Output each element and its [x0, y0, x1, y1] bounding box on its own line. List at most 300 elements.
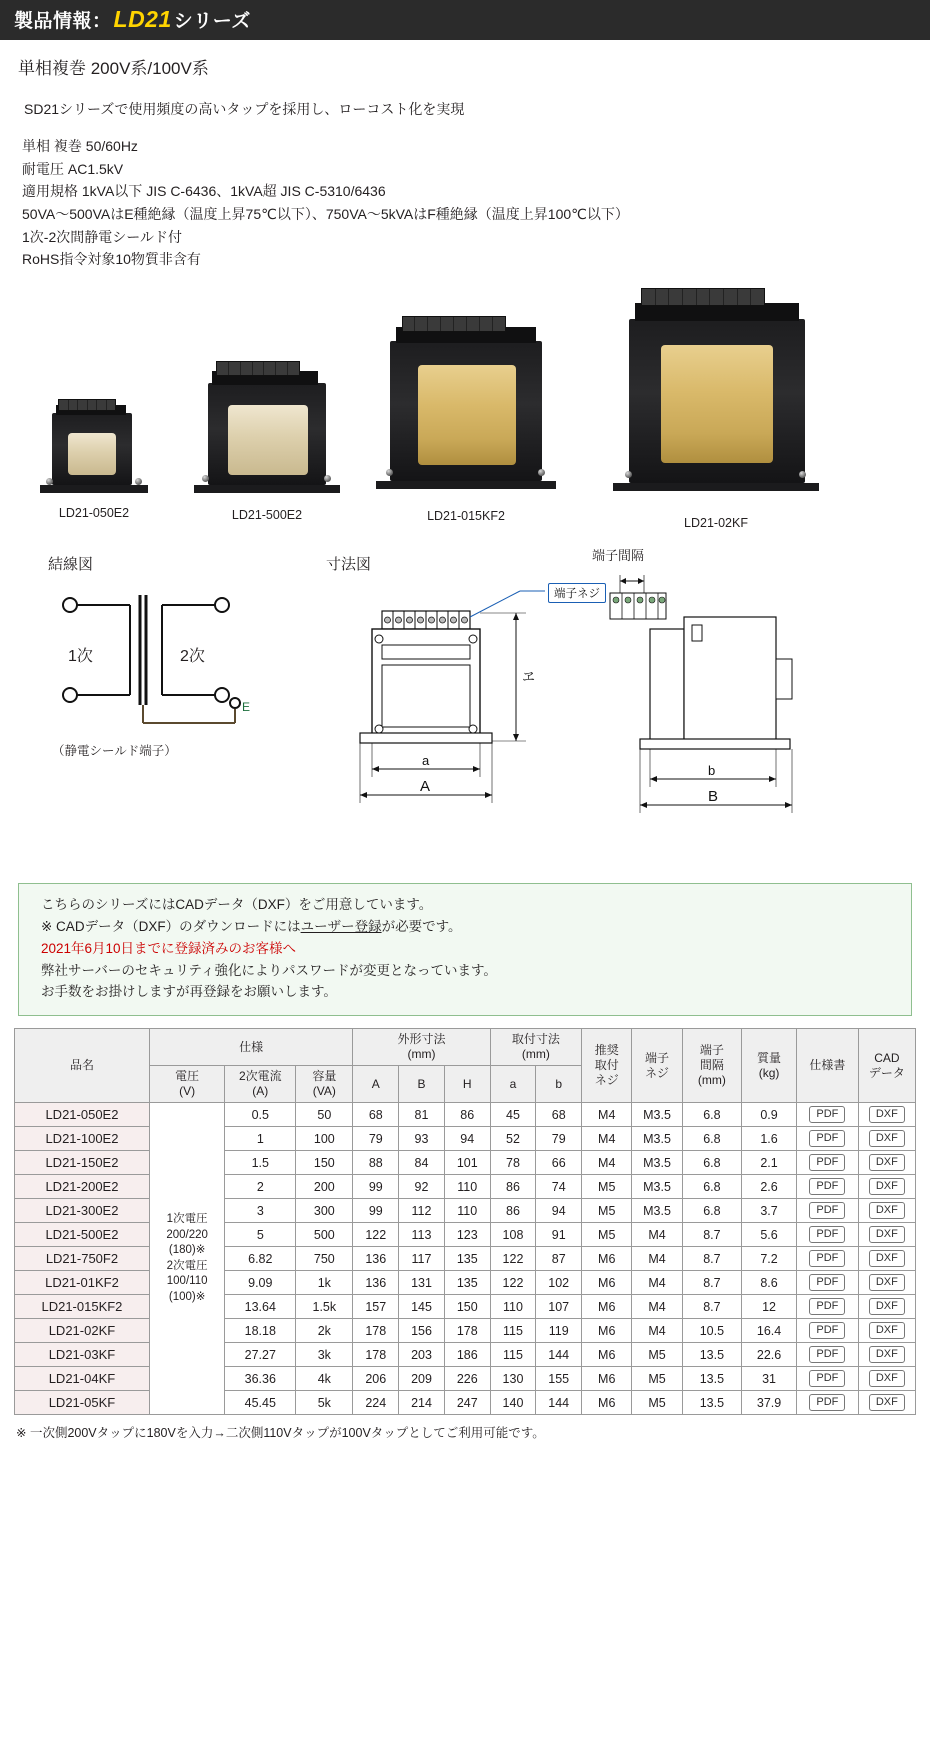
svg-text:a: a	[422, 753, 430, 769]
cell-a: 79	[353, 1127, 399, 1151]
dxf-button[interactable]: DXF	[869, 1226, 905, 1243]
cell-h: 247	[444, 1391, 490, 1415]
table-header-row-1	[15, 1029, 916, 1066]
product-photo-02kf	[596, 285, 836, 530]
spec-table-wrapper	[14, 1028, 916, 1415]
pdf-button[interactable]: PDF	[809, 1250, 845, 1267]
cell-mb: 102	[536, 1271, 582, 1295]
diagram-section	[0, 545, 930, 875]
pdf-button[interactable]: PDF	[809, 1130, 845, 1147]
spec-item: 適用規格 1kVA以下 JIS C-6436、1kVA超 JIS C-5310/6436	[22, 183, 386, 200]
cell-pitch: 6.8	[682, 1151, 741, 1175]
cell-term-screw: M5	[632, 1367, 682, 1391]
cell-rec-screw: M6	[582, 1367, 632, 1391]
cell-a: 224	[353, 1391, 399, 1415]
cell-ma: 122	[490, 1247, 536, 1271]
cell-ma: 78	[490, 1151, 536, 1175]
dxf-button[interactable]: DXF	[869, 1106, 905, 1123]
th-cad-l1: CAD	[874, 1050, 900, 1065]
dxf-button[interactable]: DXF	[869, 1274, 905, 1291]
product-caption: LD21-015KF2	[427, 509, 505, 524]
cell-capacity: 100	[296, 1127, 353, 1151]
cell-b: 214	[399, 1391, 445, 1415]
cell-cad	[858, 1391, 915, 1415]
cell-capacity: 5k	[296, 1391, 353, 1415]
cell-rec-screw: M4	[582, 1151, 632, 1175]
cell-cad	[858, 1103, 915, 1127]
screw	[386, 469, 393, 476]
pdf-button[interactable]: PDF	[809, 1322, 845, 1339]
cell-model: LD21-100E2	[15, 1127, 150, 1151]
pdf-button[interactable]: PDF	[809, 1178, 845, 1195]
cell-datasheet	[797, 1367, 859, 1391]
th-outer-group	[353, 1029, 490, 1066]
cell-rec-screw: M5	[582, 1223, 632, 1247]
cell-mb: 119	[536, 1319, 582, 1343]
voltage-line: (180)※	[168, 1244, 206, 1257]
svg-text:1次: 1次	[68, 648, 93, 666]
cell-capacity: 3k	[296, 1343, 353, 1367]
cad-notice-line2-pre: ※ CADデータ（DXF）のダウンロードには	[41, 918, 301, 934]
cell-model: LD21-015KF2	[15, 1295, 150, 1319]
cell-pitch: 13.5	[682, 1343, 741, 1367]
cell-b: 113	[399, 1223, 445, 1247]
cell-weight: 1.6	[742, 1127, 797, 1151]
svg-text:E: E	[242, 700, 251, 715]
table-row	[15, 1103, 916, 1127]
cell-pitch: 6.8	[682, 1103, 741, 1127]
voltage-line: 2次電圧	[166, 1259, 208, 1272]
wiring-diagram	[30, 583, 280, 783]
mounting-foot	[613, 483, 819, 491]
cell-term-screw: M4	[632, 1247, 682, 1271]
th-rec-screw-l3: ネジ	[594, 1073, 619, 1088]
dxf-button[interactable]: DXF	[869, 1178, 905, 1195]
cell-rec-screw: M6	[582, 1319, 632, 1343]
dxf-button[interactable]: DXF	[869, 1130, 905, 1147]
cell-ma: 130	[490, 1367, 536, 1391]
dxf-button[interactable]: DXF	[869, 1250, 905, 1267]
cell-capacity: 150	[296, 1151, 353, 1175]
cell-voltage	[149, 1103, 224, 1415]
cell-sec-current: 1	[225, 1127, 296, 1151]
cell-capacity: 4k	[296, 1367, 353, 1391]
cell-ma: 110	[490, 1295, 536, 1319]
terminal-pitch-label: 端子間隔	[592, 548, 645, 564]
cell-rec-screw: M6	[582, 1391, 632, 1415]
svg-text:（静電シールド端子）: （静電シールド端子）	[52, 744, 177, 759]
cell-model: LD21-01KF2	[15, 1271, 150, 1295]
cell-mb: 91	[536, 1223, 582, 1247]
cell-b: 84	[399, 1151, 445, 1175]
product-image	[38, 395, 150, 500]
cell-h: 86	[444, 1103, 490, 1127]
cell-cad	[858, 1367, 915, 1391]
cell-ma: 140	[490, 1391, 536, 1415]
cell-weight: 31	[742, 1367, 797, 1391]
cell-term-screw: M3.5	[632, 1103, 682, 1127]
cell-datasheet	[797, 1343, 859, 1367]
spec-item: 50VA〜500VAはE種絶縁（温度上昇75℃以下）、750VA〜5kVAはF種絶縁（温度上昇100℃以下）	[22, 206, 629, 223]
cell-sec-current: 0.5	[225, 1103, 296, 1127]
cell-model: LD21-200E2	[15, 1175, 150, 1199]
mounting-foot	[376, 481, 556, 489]
cell-sec-current: 2	[225, 1175, 296, 1199]
cell-capacity: 1.5k	[296, 1295, 353, 1319]
cell-sec-current: 27.27	[225, 1343, 296, 1367]
th-weight	[742, 1029, 797, 1103]
svg-text:ヱ: ヱ	[522, 669, 536, 685]
product-caption: LD21-050E2	[58, 506, 130, 521]
cell-mb: 79	[536, 1127, 582, 1151]
product-caption: LD21-500E2	[231, 508, 303, 523]
th-sec-current-l2: (A)	[252, 1084, 269, 1099]
cell-ma: 45	[490, 1103, 536, 1127]
product-photo-015kf2	[366, 313, 566, 523]
th-sec-current	[225, 1066, 296, 1103]
cell-pitch: 13.5	[682, 1391, 741, 1415]
cell-mb: 155	[536, 1367, 582, 1391]
th-mount-group	[490, 1029, 581, 1066]
svg-text:b: b	[708, 763, 716, 779]
th-mount-l2: (mm)	[521, 1047, 550, 1062]
cell-model: LD21-050E2	[15, 1103, 150, 1127]
terminal-screw-callout: 端子ネジ	[548, 583, 606, 603]
cell-a: 88	[353, 1151, 399, 1175]
cell-model: LD21-300E2	[15, 1199, 150, 1223]
voltage-line: 100/110	[166, 1275, 208, 1288]
cell-h: 135	[444, 1247, 490, 1271]
cell-cad	[858, 1151, 915, 1175]
cell-ma: 115	[490, 1319, 536, 1343]
page-subtitle: 単相複巻 200V系/100V系	[18, 59, 209, 78]
cell-rec-screw: M6	[582, 1295, 632, 1319]
dimension-side-view	[620, 607, 870, 857]
cell-cad	[858, 1223, 915, 1247]
screw	[202, 475, 209, 482]
cell-capacity: 750	[296, 1247, 353, 1271]
cell-sec-current: 9.09	[225, 1271, 296, 1295]
th-capacity-l2: (VA)	[312, 1084, 336, 1099]
pdf-button[interactable]: PDF	[809, 1298, 845, 1315]
cell-h: 110	[444, 1199, 490, 1223]
th-pitch-l1: 端子	[699, 1043, 724, 1058]
dxf-button[interactable]: DXF	[869, 1298, 905, 1315]
cell-datasheet	[797, 1199, 859, 1223]
cell-b: 131	[399, 1271, 445, 1295]
th-term-screw-l1: 端子	[645, 1050, 670, 1065]
cell-model: LD21-02KF	[15, 1319, 150, 1343]
cell-datasheet	[797, 1271, 859, 1295]
page-title-series: LD21	[113, 6, 172, 32]
cell-mb: 87	[536, 1247, 582, 1271]
cell-model: LD21-750F2	[15, 1247, 150, 1271]
cell-h: 123	[444, 1223, 490, 1247]
cell-weight: 7.2	[742, 1247, 797, 1271]
th-term-screw	[632, 1029, 682, 1103]
cell-cad	[858, 1271, 915, 1295]
cell-model: LD21-04KF	[15, 1367, 150, 1391]
terminal-block	[402, 316, 506, 332]
pdf-button[interactable]: PDF	[809, 1106, 845, 1123]
th-cad-l2: データ	[868, 1065, 905, 1080]
cell-weight: 2.1	[742, 1151, 797, 1175]
cell-model: LD21-150E2	[15, 1151, 150, 1175]
cell-rec-screw: M5	[582, 1175, 632, 1199]
cad-notice-warning: 2021年6月10日までに登録済みのお客様へ	[41, 940, 297, 956]
cell-capacity: 500	[296, 1223, 353, 1247]
coil	[228, 405, 308, 475]
cell-h: 150	[444, 1295, 490, 1319]
page-title-bar	[0, 0, 930, 40]
screw	[46, 478, 53, 485]
footer-note: ※ 一次側200Vタップに180Vを入力→二次側110Vタップが100Vタップとしてご利用可能です。	[16, 1426, 545, 1441]
th-spec-group: 仕様	[149, 1029, 353, 1066]
svg-text:B: B	[708, 788, 719, 806]
cell-model: LD21-500E2	[15, 1223, 150, 1247]
cad-notice-box	[18, 883, 912, 1016]
cell-cad	[858, 1295, 915, 1319]
spec-table	[14, 1028, 916, 1415]
th-ma: a	[490, 1066, 536, 1103]
cell-term-screw: M4	[632, 1319, 682, 1343]
th-outer-l1: 外形寸法	[397, 1032, 446, 1047]
cell-weight: 8.6	[742, 1271, 797, 1295]
cell-a: 157	[353, 1295, 399, 1319]
pdf-button[interactable]: PDF	[809, 1274, 845, 1291]
cell-capacity: 2k	[296, 1319, 353, 1343]
screw	[135, 478, 142, 485]
th-b: B	[399, 1066, 445, 1103]
cell-mb: 94	[536, 1199, 582, 1223]
th-rec-screw-l2: 取付	[594, 1058, 619, 1073]
cell-ma: 86	[490, 1199, 536, 1223]
spec-item: 1次-2次間静電シールド付	[22, 228, 182, 245]
cell-pitch: 8.7	[682, 1223, 741, 1247]
th-weight-l1: 質量	[757, 1050, 782, 1065]
cell-term-screw: M3.5	[632, 1175, 682, 1199]
cell-mb: 144	[536, 1343, 582, 1367]
cell-weight: 12	[742, 1295, 797, 1319]
cell-weight: 22.6	[742, 1343, 797, 1367]
th-cad	[858, 1029, 915, 1103]
cell-ma: 122	[490, 1271, 536, 1295]
cell-datasheet	[797, 1247, 859, 1271]
cell-a: 99	[353, 1199, 399, 1223]
cell-h: 135	[444, 1271, 490, 1295]
cell-a: 178	[353, 1343, 399, 1367]
cell-datasheet	[797, 1127, 859, 1151]
cell-pitch: 8.7	[682, 1271, 741, 1295]
pdf-button[interactable]: PDF	[809, 1226, 845, 1243]
cell-term-screw: M5	[632, 1391, 682, 1415]
cell-ma: 115	[490, 1343, 536, 1367]
cell-cad	[858, 1127, 915, 1151]
th-datasheet: 仕様書	[797, 1029, 859, 1103]
screw	[324, 475, 331, 482]
cell-weight: 0.9	[742, 1103, 797, 1127]
th-outer-l2: (mm)	[407, 1047, 436, 1062]
spec-list	[0, 129, 930, 271]
cell-pitch: 8.7	[682, 1295, 741, 1319]
cell-a: 122	[353, 1223, 399, 1247]
cell-h: 101	[444, 1151, 490, 1175]
cad-notice-line1: こちらのシリーズにはCADデータ（DXF）をご用意しています。	[41, 897, 433, 913]
cell-a: 206	[353, 1367, 399, 1391]
th-pitch-l2: 間隔	[699, 1058, 724, 1073]
coil	[418, 365, 516, 465]
cell-datasheet	[797, 1175, 859, 1199]
cell-capacity: 300	[296, 1199, 353, 1223]
product-photo-050e2	[24, 395, 164, 520]
cell-sec-current: 5	[225, 1223, 296, 1247]
cell-capacity: 50	[296, 1103, 353, 1127]
screw	[625, 471, 632, 478]
cell-term-screw: M4	[632, 1295, 682, 1319]
cell-a: 178	[353, 1319, 399, 1343]
dxf-button[interactable]: DXF	[869, 1322, 905, 1339]
cell-b: 93	[399, 1127, 445, 1151]
cell-term-screw: M3.5	[632, 1151, 682, 1175]
cell-pitch: 10.5	[682, 1319, 741, 1343]
cell-mb: 144	[536, 1391, 582, 1415]
cell-sec-current: 18.18	[225, 1319, 296, 1343]
product-image	[192, 357, 342, 502]
cell-cad	[858, 1175, 915, 1199]
cell-ma: 86	[490, 1175, 536, 1199]
cell-mb: 107	[536, 1295, 582, 1319]
cell-term-screw: M3.5	[632, 1199, 682, 1223]
cell-rec-screw: M4	[582, 1103, 632, 1127]
cell-a: 136	[353, 1271, 399, 1295]
th-voltage	[149, 1066, 224, 1103]
dxf-button[interactable]: DXF	[869, 1394, 905, 1411]
cell-h: 178	[444, 1319, 490, 1343]
terminal-block	[641, 288, 765, 306]
cell-weight: 37.9	[742, 1391, 797, 1415]
user-registration-link[interactable]: ユーザー登録	[300, 918, 382, 934]
cad-notice-line3: 弊社サーバーのセキュリティ強化によりパスワードが変更となっています。	[41, 962, 497, 978]
dxf-button[interactable]: DXF	[869, 1346, 905, 1363]
cell-mb: 66	[536, 1151, 582, 1175]
cell-sec-current: 1.5	[225, 1151, 296, 1175]
cell-rec-screw: M6	[582, 1343, 632, 1367]
coil	[661, 345, 773, 463]
cell-weight: 16.4	[742, 1319, 797, 1343]
th-weight-l2: (kg)	[758, 1065, 780, 1080]
th-h: H	[444, 1066, 490, 1103]
lead-text: SD21シリーズで使用頻度の高いタップを採用し、ローコスト化を実現	[24, 101, 465, 117]
th-mount-l1: 取付寸法	[511, 1032, 560, 1047]
th-model: 品名	[15, 1029, 150, 1103]
pdf-button[interactable]: PDF	[809, 1202, 845, 1219]
cell-b: 81	[399, 1103, 445, 1127]
pdf-button[interactable]: PDF	[809, 1370, 845, 1387]
cell-sec-current: 36.36	[225, 1367, 296, 1391]
screw	[538, 469, 545, 476]
svg-text:A: A	[420, 778, 431, 796]
cell-sec-current: 45.45	[225, 1391, 296, 1415]
cell-datasheet	[797, 1295, 859, 1319]
cell-term-screw: M5	[632, 1343, 682, 1367]
th-a: A	[353, 1066, 399, 1103]
cell-mb: 68	[536, 1103, 582, 1127]
cell-weight: 2.6	[742, 1175, 797, 1199]
cell-b: 209	[399, 1367, 445, 1391]
cell-datasheet	[797, 1319, 859, 1343]
pdf-button[interactable]: PDF	[809, 1154, 845, 1171]
cell-h: 226	[444, 1367, 490, 1391]
th-sec-current-l1: 2次電流	[238, 1069, 282, 1084]
spec-item: 単相 複巻 50/60Hz	[22, 138, 138, 154]
cell-rec-screw: M6	[582, 1271, 632, 1295]
screw	[799, 471, 806, 478]
cell-a: 136	[353, 1247, 399, 1271]
th-voltage-l2: (V)	[179, 1084, 196, 1099]
cell-rec-screw: M6	[582, 1247, 632, 1271]
cell-a: 68	[353, 1103, 399, 1127]
cell-pitch: 6.8	[682, 1127, 741, 1151]
cell-term-screw: M3.5	[632, 1127, 682, 1151]
cell-datasheet	[797, 1103, 859, 1127]
cell-term-screw: M4	[632, 1223, 682, 1247]
dxf-button[interactable]: DXF	[869, 1370, 905, 1387]
spec-item: RoHS指令対象10物質非含有	[22, 251, 201, 268]
cell-b: 117	[399, 1247, 445, 1271]
th-capacity-l1: 容量	[312, 1069, 337, 1084]
cell-cad	[858, 1247, 915, 1271]
cell-h: 94	[444, 1127, 490, 1151]
wiring-diagram-label: 結線図	[48, 556, 94, 574]
cell-capacity: 200	[296, 1175, 353, 1199]
th-term-screw-l2: ネジ	[645, 1065, 670, 1080]
page-title-suffix: シリーズ	[173, 11, 251, 32]
terminal-block	[58, 399, 116, 411]
cell-weight: 3.7	[742, 1199, 797, 1223]
cell-model: LD21-05KF	[15, 1391, 150, 1415]
product-photo-row	[0, 285, 930, 545]
spec-item: 耐電圧 AC1.5kV	[22, 160, 124, 177]
voltage-line: 200/220	[166, 1228, 208, 1241]
cell-cad	[858, 1319, 915, 1343]
cell-rec-screw: M5	[582, 1199, 632, 1223]
pdf-button[interactable]: PDF	[809, 1346, 845, 1363]
th-rec-screw-l1: 推奨	[594, 1043, 619, 1058]
cell-pitch: 8.7	[682, 1247, 741, 1271]
cell-h: 110	[444, 1175, 490, 1199]
th-pitch-l3: (mm)	[697, 1073, 726, 1088]
product-caption: LD21-02KF	[684, 516, 748, 531]
mounting-foot	[40, 485, 148, 493]
cell-weight: 5.6	[742, 1223, 797, 1247]
svg-text:2次: 2次	[180, 648, 205, 666]
dxf-button[interactable]: DXF	[869, 1154, 905, 1171]
terminal-block	[216, 361, 300, 376]
pdf-button[interactable]: PDF	[809, 1394, 845, 1411]
th-voltage-l1: 電圧	[175, 1069, 200, 1084]
cad-notice-line2	[41, 916, 897, 938]
spec-table-body	[15, 1103, 916, 1415]
cell-sec-current: 3	[225, 1199, 296, 1223]
cell-rec-screw: M4	[582, 1127, 632, 1151]
cell-ma: 52	[490, 1127, 536, 1151]
dxf-button[interactable]: DXF	[869, 1202, 905, 1219]
cad-notice-line2-post: が必要です。	[381, 918, 462, 934]
cell-datasheet	[797, 1223, 859, 1247]
cell-cad	[858, 1199, 915, 1223]
cell-sec-current: 6.82	[225, 1247, 296, 1271]
th-pitch	[682, 1029, 741, 1103]
